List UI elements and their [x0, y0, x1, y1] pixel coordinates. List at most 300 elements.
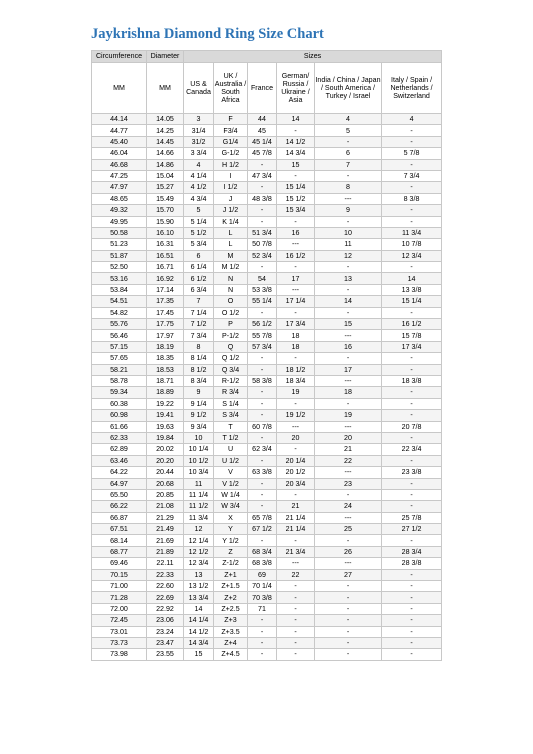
table-cell: 21.69 [147, 535, 184, 546]
table-cell: 54.82 [92, 307, 147, 318]
table-cell: 14 3/4 [184, 637, 214, 648]
table-cell: --- [277, 421, 315, 432]
table-cell: - [248, 398, 277, 409]
column-header-row [92, 63, 442, 114]
table-cell: - [315, 581, 382, 592]
table-cell: 46.68 [92, 159, 147, 170]
table-cell: - [315, 398, 382, 409]
table-cell: 3 3/4 [184, 148, 214, 159]
table-row [92, 148, 442, 159]
table-row [92, 114, 442, 125]
table-row [92, 410, 442, 421]
table-cell: 19.84 [147, 432, 184, 443]
table-cell: - [248, 353, 277, 364]
table-cell: 14.45 [147, 136, 184, 147]
table-cell: 65.50 [92, 489, 147, 500]
table-cell: 62.89 [92, 444, 147, 455]
table-row [92, 170, 442, 181]
table-cell: 4 [184, 159, 214, 170]
table-cell: 61.66 [92, 421, 147, 432]
table-cell: J 1/2 [214, 205, 248, 216]
table-cell: --- [315, 467, 382, 478]
table-cell: - [382, 364, 442, 375]
table-cell: - [248, 535, 277, 546]
table-row [92, 284, 442, 295]
table-cell: 18 [277, 330, 315, 341]
table-cell: 70.15 [92, 569, 147, 580]
table-cell: Y [214, 524, 248, 535]
table-cell: 23.55 [147, 649, 184, 660]
table-row [92, 524, 442, 535]
table-cell: Z+3.5 [214, 626, 248, 637]
column-header: India / China / Japan / South America / Turkey / Israel [315, 63, 382, 114]
table-cell: - [248, 455, 277, 466]
table-cell: 56 1/2 [248, 319, 277, 330]
table-cell: 16 [315, 341, 382, 352]
table-cell: L [214, 227, 248, 238]
table-cell: F [214, 114, 248, 125]
table-cell: H 1/2 [214, 159, 248, 170]
table-cell: 4 1/4 [184, 170, 214, 181]
table-cell: 19 1/2 [277, 410, 315, 421]
table-cell: 21.49 [147, 524, 184, 535]
table-cell: 10 1/2 [184, 455, 214, 466]
table-cell: 66.87 [92, 512, 147, 523]
table-cell: 58 3/8 [248, 375, 277, 386]
table-cell: 5 1/4 [184, 216, 214, 227]
table-cell: 55 7/8 [248, 330, 277, 341]
table-cell: F3/4 [214, 125, 248, 136]
table-cell: 7 3/4 [382, 170, 442, 181]
table-cell: 7 [184, 296, 214, 307]
table-cell: - [277, 603, 315, 614]
table-cell: 19.41 [147, 410, 184, 421]
table-cell: 9 [184, 387, 214, 398]
table-cell: 18 [315, 387, 382, 398]
table-cell: 6 1/2 [184, 273, 214, 284]
table-cell: 6 1/4 [184, 262, 214, 273]
table-cell: - [277, 637, 315, 648]
table-cell: - [248, 637, 277, 648]
table-cell: 71.28 [92, 592, 147, 603]
column-header: US & Canada [184, 63, 214, 114]
table-cell: M 1/2 [214, 262, 248, 273]
table-cell: 23.47 [147, 637, 184, 648]
table-cell: 5 3/4 [184, 239, 214, 250]
table-cell: - [248, 387, 277, 398]
table-cell: - [382, 398, 442, 409]
table-cell: 58.78 [92, 375, 147, 386]
table-cell: 27 1/2 [382, 524, 442, 535]
table-cell: 4 [315, 114, 382, 125]
table-cell: 48 3/8 [248, 193, 277, 204]
table-row [92, 296, 442, 307]
column-header: MM [92, 63, 147, 114]
table-cell: 63 3/8 [248, 467, 277, 478]
table-cell: 14.66 [147, 148, 184, 159]
table-cell: 21 1/4 [277, 524, 315, 535]
table-cell: 25 [315, 524, 382, 535]
table-cell: 10 [184, 432, 214, 443]
table-cell: 16 1/2 [277, 250, 315, 261]
table-cell: 18.53 [147, 364, 184, 375]
table-cell: 14 [382, 273, 442, 284]
table-cell: 14 3/4 [277, 148, 315, 159]
table-cell: 6 3/4 [184, 284, 214, 295]
table-cell: 22.33 [147, 569, 184, 580]
table-cell: K 1/4 [214, 216, 248, 227]
table-cell: 16 1/2 [382, 319, 442, 330]
table-cell: M [214, 250, 248, 261]
table-cell: - [382, 125, 442, 136]
table-cell: 12 3/4 [382, 250, 442, 261]
table-cell: 56.46 [92, 330, 147, 341]
table-cell: 17 [277, 273, 315, 284]
table-cell: 11 [184, 478, 214, 489]
table-cell: Z+2 [214, 592, 248, 603]
table-cell: 5 [184, 205, 214, 216]
table-cell: 17.75 [147, 319, 184, 330]
table-cell: S 3/4 [214, 410, 248, 421]
table-cell: 21 3/4 [277, 546, 315, 557]
table-row [92, 387, 442, 398]
table-cell: P-1/2 [214, 330, 248, 341]
table-cell: 6 [184, 250, 214, 261]
table-cell: 49.32 [92, 205, 147, 216]
table-cell: 14 1/2 [184, 626, 214, 637]
table-cell: 15 1/4 [277, 182, 315, 193]
table-row [92, 512, 442, 523]
table-cell: - [382, 182, 442, 193]
table-cell: 9 [315, 205, 382, 216]
table-cell: Z+4 [214, 637, 248, 648]
table-row [92, 205, 442, 216]
table-cell: - [382, 603, 442, 614]
table-cell: 66.22 [92, 501, 147, 512]
table-row [92, 364, 442, 375]
table-cell: 17 1/4 [277, 296, 315, 307]
table-cell: 20.85 [147, 489, 184, 500]
table-cell: 68.77 [92, 546, 147, 557]
table-cell: 20 [315, 432, 382, 443]
table-cell: 62.33 [92, 432, 147, 443]
table-row [92, 501, 442, 512]
table-cell: 13 [184, 569, 214, 580]
table-row [92, 581, 442, 592]
table-cell: V [214, 467, 248, 478]
table-cell: 14.25 [147, 125, 184, 136]
table-cell: - [382, 626, 442, 637]
table-cell: - [382, 615, 442, 626]
table-cell: U 1/2 [214, 455, 248, 466]
table-cell: 31/2 [184, 136, 214, 147]
table-cell: 31/4 [184, 125, 214, 136]
table-row [92, 478, 442, 489]
table-cell: 50 7/8 [248, 239, 277, 250]
table-cell: 15.27 [147, 182, 184, 193]
table-cell: - [382, 649, 442, 660]
table-row [92, 649, 442, 660]
header-group-row [92, 51, 442, 63]
table-cell: - [315, 637, 382, 648]
table-row [92, 637, 442, 648]
table-cell: 67 1/2 [248, 524, 277, 535]
table-cell: - [248, 649, 277, 660]
table-cell: 60.38 [92, 398, 147, 409]
table-cell: 64.97 [92, 478, 147, 489]
table-cell: 15 [315, 319, 382, 330]
table-cell: 69.46 [92, 558, 147, 569]
table-cell: 4 3/4 [184, 193, 214, 204]
table-cell: T [214, 421, 248, 432]
table-cell: X [214, 512, 248, 523]
table-cell: 14 1/2 [277, 136, 315, 147]
table-cell: --- [277, 284, 315, 295]
table-cell: 15.49 [147, 193, 184, 204]
table-cell: 18 1/2 [277, 364, 315, 375]
table-cell: --- [315, 558, 382, 569]
table-cell: - [277, 626, 315, 637]
table-cell: 27 [315, 569, 382, 580]
table-row [92, 250, 442, 261]
table-row [92, 398, 442, 409]
table-cell: Z-1/2 [214, 558, 248, 569]
table-cell: 18.71 [147, 375, 184, 386]
table-cell: 22 [277, 569, 315, 580]
table-cell: 19.22 [147, 398, 184, 409]
table-row [92, 489, 442, 500]
table-cell: - [315, 170, 382, 181]
table-cell: - [248, 432, 277, 443]
table-cell: 7 [315, 159, 382, 170]
table-cell: N [214, 284, 248, 295]
table-cell: 7 1/2 [184, 319, 214, 330]
table-cell: Z+4.5 [214, 649, 248, 660]
table-cell: 17 [315, 364, 382, 375]
table-cell: - [248, 626, 277, 637]
table-cell: 47 3/4 [248, 170, 277, 181]
table-cell: 45 7/8 [248, 148, 277, 159]
table-cell: 20.02 [147, 444, 184, 455]
table-row [92, 239, 442, 250]
table-cell: Z+1.5 [214, 581, 248, 592]
table-cell: T 1/2 [214, 432, 248, 443]
table-cell: 4 [382, 114, 442, 125]
table-cell: 44.77 [92, 125, 147, 136]
table-body [92, 114, 442, 661]
table-cell: 8 3/8 [382, 193, 442, 204]
table-cell: Q [214, 341, 248, 352]
table-cell: - [315, 216, 382, 227]
table-cell: U [214, 444, 248, 455]
table-cell: 20 3/4 [277, 478, 315, 489]
table-cell: --- [277, 558, 315, 569]
table-cell: 18.89 [147, 387, 184, 398]
table-cell: - [315, 307, 382, 318]
table-row [92, 592, 442, 603]
table-cell: 21 1/4 [277, 512, 315, 523]
table-cell: 8 3/4 [184, 375, 214, 386]
table-cell: Q 3/4 [214, 364, 248, 375]
table-cell: - [277, 307, 315, 318]
table-cell: 60.98 [92, 410, 147, 421]
table-cell: - [277, 489, 315, 500]
table-cell: - [248, 478, 277, 489]
table-row [92, 341, 442, 352]
table-cell: - [248, 410, 277, 421]
table-cell: 62 3/4 [248, 444, 277, 455]
table-cell: 45 [248, 125, 277, 136]
table-cell: 48.65 [92, 193, 147, 204]
table-cell: 10 [315, 227, 382, 238]
table-cell: 24 [315, 501, 382, 512]
table-cell: O [214, 296, 248, 307]
table-cell: W 1/4 [214, 489, 248, 500]
table-cell: 20 7/8 [382, 421, 442, 432]
table-cell: 28 3/4 [382, 546, 442, 557]
table-cell: 19.63 [147, 421, 184, 432]
table-cell: - [315, 649, 382, 660]
table-cell: 13 [315, 273, 382, 284]
table-cell: 63.46 [92, 455, 147, 466]
table-cell: 13 3/4 [184, 592, 214, 603]
table-cell: - [315, 262, 382, 273]
table-row [92, 125, 442, 136]
table-cell: - [248, 615, 277, 626]
table-cell: 8 1/4 [184, 353, 214, 364]
table-row [92, 353, 442, 364]
table-cell: 17 3/4 [277, 319, 315, 330]
table-cell: - [277, 581, 315, 592]
table-cell: - [248, 501, 277, 512]
column-header: UK / Australia / South Africa [214, 63, 248, 114]
table-cell: 8 [315, 182, 382, 193]
table-cell: 20.68 [147, 478, 184, 489]
table-cell: V 1/2 [214, 478, 248, 489]
table-cell: - [382, 205, 442, 216]
table-cell: 71 [248, 603, 277, 614]
table-cell: R-1/2 [214, 375, 248, 386]
table-row [92, 136, 442, 147]
table-cell: 11 1/2 [184, 501, 214, 512]
table-cell: 73.01 [92, 626, 147, 637]
table-row [92, 558, 442, 569]
table-cell: 23 [315, 478, 382, 489]
table-cell: 22 [315, 455, 382, 466]
table-row [92, 216, 442, 227]
table-cell: --- [315, 330, 382, 341]
ring-size-table [91, 50, 442, 661]
table-cell: - [248, 216, 277, 227]
table-cell: - [277, 444, 315, 455]
table-cell: - [382, 410, 442, 421]
table-cell: 57 3/4 [248, 341, 277, 352]
table-cell: 53.84 [92, 284, 147, 295]
table-cell: 6 [315, 148, 382, 159]
table-cell: - [248, 182, 277, 193]
table-cell: - [315, 136, 382, 147]
table-cell: - [315, 592, 382, 603]
table-cell: 25 7/8 [382, 512, 442, 523]
table-cell: 20 1/2 [277, 467, 315, 478]
column-header: MM [147, 63, 184, 114]
table-cell: 15.70 [147, 205, 184, 216]
column-header: Italy / Spain / Netherlands / Switzerland [382, 63, 442, 114]
table-cell: 67.51 [92, 524, 147, 535]
table-row [92, 375, 442, 386]
table-row [92, 421, 442, 432]
table-cell: 22.69 [147, 592, 184, 603]
table-cell: 15 3/4 [277, 205, 315, 216]
table-cell: 46.04 [92, 148, 147, 159]
table-row [92, 603, 442, 614]
table-row [92, 455, 442, 466]
table-cell: 12 [184, 524, 214, 535]
table-cell: 21.08 [147, 501, 184, 512]
table-cell: 26 [315, 546, 382, 557]
table-cell: - [277, 262, 315, 273]
table-cell: 12 1/4 [184, 535, 214, 546]
table-cell: G-1/2 [214, 148, 248, 159]
table-cell: P [214, 319, 248, 330]
table-cell: 51.87 [92, 250, 147, 261]
table-cell: 14 1/4 [184, 615, 214, 626]
table-cell: --- [315, 193, 382, 204]
table-cell: 53.16 [92, 273, 147, 284]
table-cell: 45 1/4 [248, 136, 277, 147]
table-cell: - [382, 569, 442, 580]
table-cell: 59.34 [92, 387, 147, 398]
table-cell: 18 [277, 341, 315, 352]
table-cell: 18 3/8 [382, 375, 442, 386]
table-row [92, 319, 442, 330]
table-cell: - [277, 125, 315, 136]
table-cell: W 3/4 [214, 501, 248, 512]
table-cell: - [277, 615, 315, 626]
table-row [92, 432, 442, 443]
table-cell: 47.25 [92, 170, 147, 181]
table-cell: 5 1/2 [184, 227, 214, 238]
table-cell: G1/4 [214, 136, 248, 147]
table-cell: 4 1/2 [184, 182, 214, 193]
table-cell: - [248, 489, 277, 500]
table-cell: 17.35 [147, 296, 184, 307]
table-cell: 52.50 [92, 262, 147, 273]
table-cell: 14 [184, 603, 214, 614]
table-cell: 20.44 [147, 467, 184, 478]
table-row [92, 227, 442, 238]
table-row [92, 307, 442, 318]
table-cell: - [248, 159, 277, 170]
table-cell: - [382, 581, 442, 592]
table-row [92, 262, 442, 273]
table-cell: - [382, 432, 442, 443]
table-cell: - [248, 262, 277, 273]
table-cell: 52 3/4 [248, 250, 277, 261]
table-cell: - [315, 353, 382, 364]
table-cell: - [277, 398, 315, 409]
table-cell: 17 3/4 [382, 341, 442, 352]
table-row [92, 182, 442, 193]
table-cell: 64.22 [92, 467, 147, 478]
table-cell: 19 [277, 387, 315, 398]
table-cell: L [214, 239, 248, 250]
table-cell: - [248, 307, 277, 318]
table-cell: - [277, 216, 315, 227]
table-cell: Y 1/2 [214, 535, 248, 546]
table-cell: 68.14 [92, 535, 147, 546]
table-cell: 68 3/4 [248, 546, 277, 557]
